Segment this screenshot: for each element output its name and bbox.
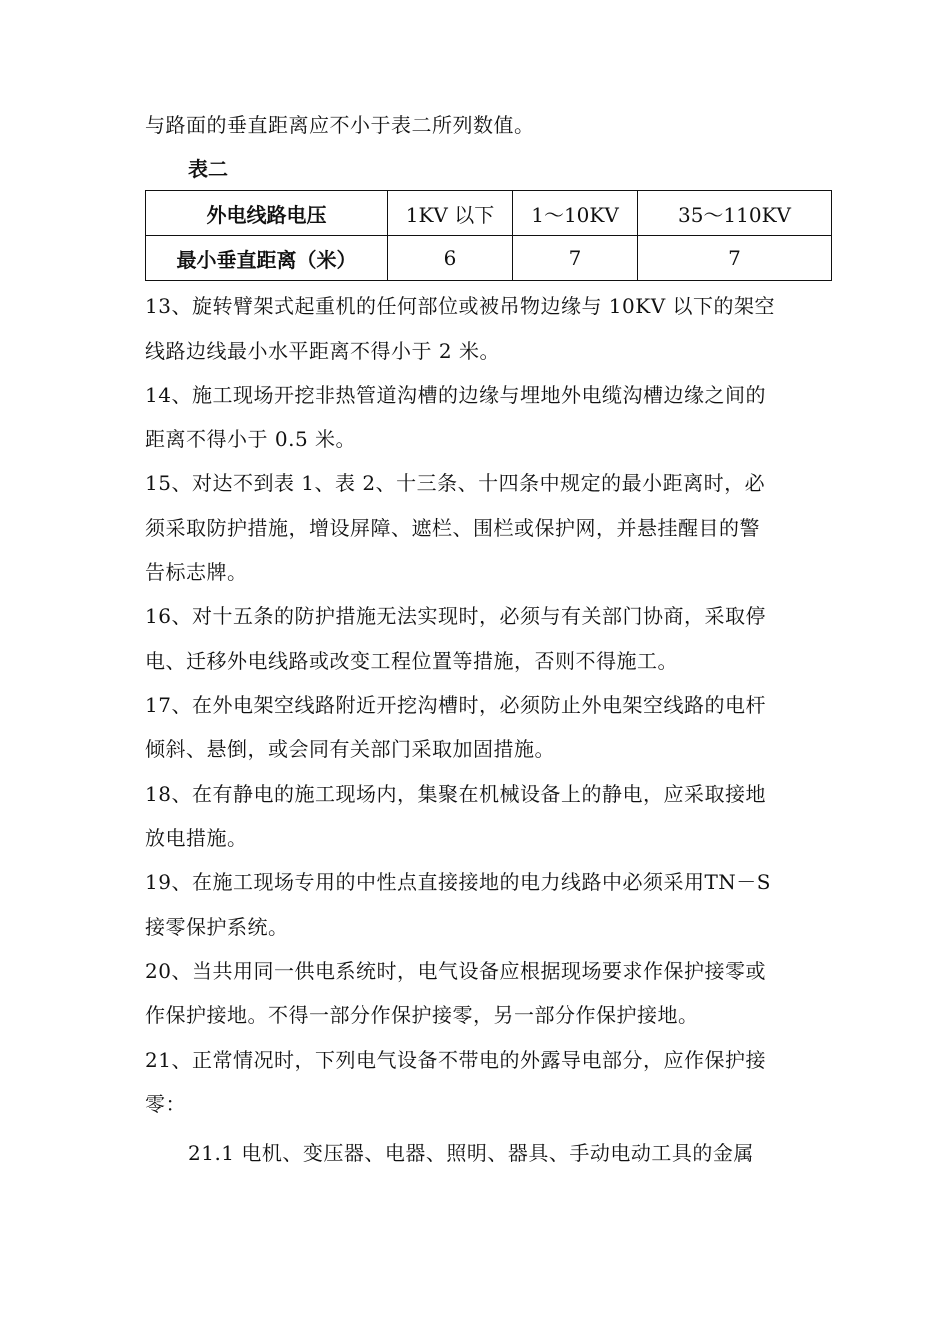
- text-line: 21、正常情况时，下列电气设备不带电的外露导电部分，应作保护接: [145, 1048, 766, 1072]
- text-line: 13、旋转臂架式起重机的任何部位或被吊物边缘与 10KV 以下的架空: [145, 294, 775, 318]
- table-cell: 7: [638, 236, 832, 281]
- table-cell: 1～10KV: [513, 191, 638, 236]
- text-line: 电、迁移外电线路或改变工程位置等措施，否则不得施工。: [145, 649, 678, 673]
- text-line: 15、对达不到表 1、表 2、十三条、十四条中规定的最小距离时，必: [145, 471, 766, 495]
- table-cell: 外电线路电压: [146, 191, 388, 236]
- table-cell: 7: [513, 236, 638, 281]
- text-line: 14、施工现场开挖非热管道沟槽的边缘与埋地外电缆沟槽边缘之间的: [145, 383, 766, 407]
- table-value-row: [146, 236, 832, 281]
- text-line: 19、在施工现场专用的中性点直接接地的电力线路中必须采用TN－S: [145, 870, 771, 894]
- table-cell: 1KV 以下: [388, 191, 513, 236]
- subitem-line: 21.1 电机、变压器、电器、照明、器具、手动电动工具的金属: [188, 1141, 754, 1165]
- table-header-row: [146, 191, 832, 236]
- text-line: 16、对十五条的防护措施无法实现时，必须与有关部门协商，采取停: [145, 604, 766, 628]
- table-cell: 最小垂直距离（米）: [146, 236, 388, 281]
- distance-table: [145, 190, 832, 281]
- table-caption: 表二: [188, 157, 228, 181]
- table-cell: 6: [388, 236, 513, 281]
- text-line: 放电措施。: [145, 826, 248, 850]
- text-line: 倾斜、悬倒，或会同有关部门采取加固措施。: [145, 737, 555, 761]
- text-line: 18、在有静电的施工现场内，集聚在机械设备上的静电，应采取接地: [145, 782, 766, 806]
- text-line: 接零保护系统。: [145, 915, 289, 939]
- text-line: 线路边线最小水平距离不得小于 2 米。: [145, 339, 500, 363]
- text-line: 20、当共用同一供电系统时，电气设备应根据现场要求作保护接零或: [145, 959, 766, 983]
- text-line: 作保护接地。不得一部分作保护接零，另一部分作保护接地。: [145, 1003, 699, 1027]
- intro-line: 与路面的垂直距离应不小于表二所列数值。: [145, 113, 535, 137]
- table-cell: 35～110KV: [638, 191, 832, 236]
- text-line: 17、在外电架空线路附近开挖沟槽时，必须防止外电架空线路的电杆: [145, 693, 766, 717]
- text-line: 零：: [145, 1092, 186, 1116]
- text-line: 须采取防护措施，增设屏障、遮栏、围栏或保护网，并悬挂醒目的警: [145, 516, 760, 540]
- text-line: 距离不得小于 0.5 米。: [145, 427, 357, 451]
- text-line: 告标志牌。: [145, 560, 248, 584]
